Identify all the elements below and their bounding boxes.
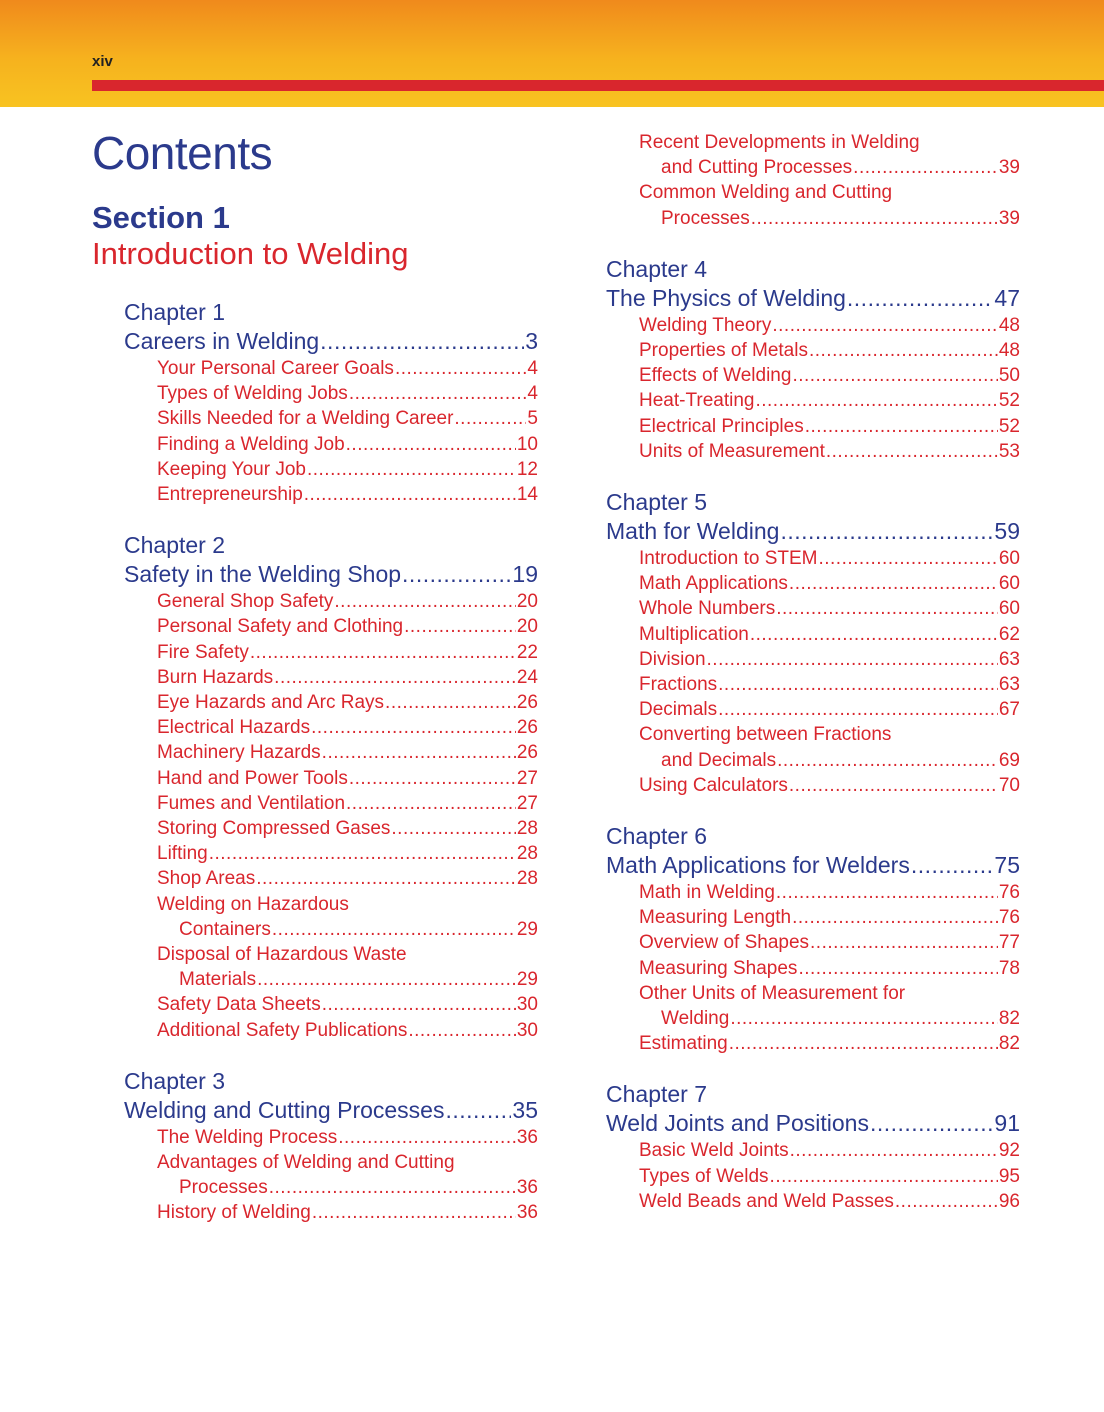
leader-dots [777, 748, 998, 773]
page-ref: 78 [998, 957, 1020, 979]
leader-dots [307, 457, 516, 482]
entry-label: Finding a Welding Job [157, 433, 345, 455]
leader-dots [870, 1109, 993, 1138]
chapter-label: Chapter 6 [606, 823, 708, 850]
leader-dots [789, 571, 998, 596]
entry-label: Entrepreneurship [157, 484, 303, 506]
entry-label: Whole Numbers [639, 598, 776, 620]
leader-dots [776, 880, 998, 905]
entry-label: Division [639, 648, 706, 670]
section-number: Section 1 [92, 200, 230, 235]
toc-entry[interactable] [639, 388, 1020, 413]
page-ref: 36 [516, 1126, 538, 1148]
toc-entry[interactable]: Advantages of Welding and Cutting [157, 1152, 455, 1174]
entry-label: Storing Compressed Gases [157, 818, 391, 840]
page-ref: 77 [998, 932, 1020, 954]
entry-label: Skills Needed for a Welding Career [157, 408, 454, 430]
entry-label: History of Welding [157, 1202, 311, 1224]
chapter-title[interactable] [124, 560, 538, 589]
page-ref: 53 [998, 440, 1020, 462]
entry-label: Machinery Hazards [157, 742, 321, 764]
entry-label: Decimals [639, 699, 718, 721]
chapter-block [124, 298, 538, 507]
leader-dots [445, 1096, 511, 1125]
chapter-label: Chapter 1 [124, 299, 226, 325]
page-ref: 52 [998, 415, 1020, 437]
toc-entry[interactable] [639, 439, 1020, 464]
page-ref: 50 [998, 365, 1020, 387]
leader-dots [847, 284, 994, 313]
entry-label: Welding and Cutting Processes [124, 1096, 445, 1123]
toc-entry[interactable] [639, 880, 1020, 905]
page-ref: 28 [516, 843, 538, 865]
leader-dots [334, 589, 515, 614]
entry-label: Types of Welding Jobs [157, 383, 348, 405]
leader-dots [257, 967, 516, 992]
chapter-label: Chapter 4 [606, 255, 708, 282]
toc-entry[interactable] [157, 1018, 538, 1043]
entry-label: Using Calculators [639, 774, 788, 796]
entry-label: Hand and Power Tools [157, 767, 348, 789]
chapter-block [606, 822, 1020, 1056]
page-ref: 22 [516, 641, 538, 663]
toc-entry[interactable] [639, 414, 1020, 439]
leader-dots [853, 155, 998, 180]
toc-entry[interactable] [157, 766, 538, 791]
chapter-block [606, 488, 1020, 798]
entry-label: Eye Hazards and Arc Rays [157, 692, 385, 714]
leader-dots [798, 956, 997, 981]
toc-entry[interactable] [157, 406, 538, 431]
chapter-title[interactable] [124, 1096, 538, 1125]
page-ref: 19 [512, 561, 538, 588]
entry-label: Properties of Metals [639, 340, 808, 362]
toc-entry[interactable] [157, 589, 538, 614]
chapter-title[interactable] [124, 327, 538, 356]
entry-label: Types of Welds [639, 1165, 769, 1187]
toc-entry-continued[interactable] [661, 206, 1020, 231]
leader-dots [391, 816, 515, 841]
leader-dots [792, 905, 998, 930]
entry-label: Shop Areas [157, 868, 256, 890]
entry-label: Safety in the Welding Shop [124, 561, 402, 588]
entry-label: Math Applications for Welders [606, 852, 910, 879]
page-ref: 52 [998, 390, 1020, 412]
leader-dots [320, 327, 524, 356]
leader-dots [454, 406, 526, 431]
page-ref: 91 [994, 1110, 1020, 1137]
page-ref: 60 [998, 548, 1020, 570]
leader-dots [810, 930, 998, 955]
entry-label: Materials [179, 969, 257, 991]
leader-dots [272, 917, 516, 942]
toc-entry-continued[interactable] [661, 748, 1020, 773]
page-ref: 29 [516, 969, 538, 991]
leader-dots [274, 665, 516, 690]
toc-entry[interactable] [157, 740, 538, 765]
toc-entry[interactable] [639, 1189, 1020, 1214]
entry-label: Electrical Principles [639, 415, 804, 437]
entry-label: Units of Measurement [639, 440, 825, 462]
header-rule [92, 80, 1104, 91]
leader-dots [707, 647, 998, 672]
toc-entry[interactable] [639, 905, 1020, 930]
entry-label: Measuring Shapes [639, 957, 798, 979]
leader-dots [338, 1125, 516, 1150]
leader-dots [772, 313, 997, 338]
toc-entry[interactable] [157, 992, 538, 1017]
entry-label: Math in Welding [639, 882, 775, 904]
leader-dots [911, 851, 994, 880]
leader-dots [322, 740, 516, 765]
leader-dots [805, 414, 998, 439]
entry-label: Effects of Welding [639, 365, 792, 387]
toc-entry[interactable] [639, 313, 1020, 338]
leader-dots [789, 773, 998, 798]
entry-label: Fractions [639, 674, 718, 696]
toc-entry[interactable] [639, 930, 1020, 955]
leader-dots [346, 791, 516, 816]
leader-dots [790, 1138, 998, 1163]
toc-entry[interactable]: Disposal of Hazardous Waste [157, 944, 407, 966]
page-ref: 26 [516, 692, 538, 714]
toc-entry[interactable] [157, 715, 538, 740]
leader-dots [385, 690, 516, 715]
leader-dots [895, 1189, 998, 1214]
page-ref: 96 [998, 1190, 1020, 1212]
toc-entry[interactable] [157, 665, 538, 690]
leader-dots [402, 560, 511, 589]
toc-entry[interactable]: Common Welding and Cutting [639, 182, 893, 204]
entry-label: Processes [179, 1177, 268, 1199]
leader-dots [404, 614, 516, 639]
page-ref: 30 [516, 994, 538, 1016]
toc-entry[interactable] [157, 1125, 538, 1150]
toc-entry[interactable] [157, 1200, 538, 1225]
toc-entry-continued[interactable] [179, 917, 538, 942]
entry-label: Welding [661, 1008, 730, 1030]
page-ref: 39 [998, 207, 1020, 229]
chapter-block [124, 531, 538, 1043]
leader-dots [792, 363, 997, 388]
entry-label: Estimating [639, 1033, 728, 1055]
leader-dots [770, 1164, 998, 1189]
entry-label: Personal Safety and Clothing [157, 616, 404, 638]
entry-label: Math for Welding [606, 518, 780, 545]
page-ref: 75 [994, 852, 1020, 879]
entry-label: Careers in Welding [124, 328, 320, 354]
page-ref: 27 [516, 792, 538, 814]
toc-entry[interactable] [639, 647, 1020, 672]
toc-entry[interactable] [157, 640, 538, 665]
page-ref: 3 [525, 328, 538, 354]
entry-label: Heat-Treating [639, 390, 755, 412]
toc-entry[interactable]: Other Units of Measurement for [639, 982, 906, 1004]
leader-dots [826, 439, 998, 464]
page-ref: 47 [994, 284, 1020, 311]
page-ref: 20 [516, 616, 538, 638]
entry-label: Introduction to STEM [639, 548, 818, 570]
entry-label: Multiplication [639, 623, 749, 645]
chapter-label: Chapter 5 [606, 489, 708, 516]
leader-dots [322, 992, 516, 1017]
entry-label: General Shop Safety [157, 591, 334, 613]
page-ref: 4 [527, 383, 538, 405]
page-ref: 92 [998, 1140, 1020, 1162]
toc-entry[interactable] [157, 841, 538, 866]
entry-label: Your Personal Career Goals [157, 358, 394, 379]
toc-entry[interactable] [639, 1164, 1020, 1189]
contents-title: Contents [92, 127, 273, 179]
chapter-label: Chapter 7 [606, 1081, 708, 1108]
leader-dots [304, 482, 516, 507]
page-ref: 63 [998, 674, 1020, 696]
entry-label: Weld Beads and Weld Passes [639, 1190, 894, 1212]
page-ref: 29 [516, 918, 538, 940]
toc-entry[interactable] [157, 791, 538, 816]
entry-label: Fumes and Ventilation [157, 792, 346, 814]
toc-entry[interactable] [639, 697, 1020, 722]
toc-entry[interactable] [639, 338, 1020, 363]
toc-entry[interactable] [157, 482, 538, 507]
page-ref: 5 [527, 408, 538, 430]
toc-entry[interactable] [639, 1031, 1020, 1056]
toc-entry[interactable] [157, 816, 538, 841]
chapter-label: Chapter 2 [124, 532, 226, 559]
leader-dots [780, 517, 993, 546]
chapter-title[interactable] [606, 284, 1020, 313]
page-ref: 67 [998, 699, 1020, 721]
page-ref: 35 [512, 1096, 538, 1123]
page-ref: 20 [516, 591, 538, 613]
leader-dots [250, 640, 516, 665]
entry-label: Math Applications [639, 573, 788, 595]
entry-label: The Physics of Welding [606, 284, 846, 311]
leader-dots [349, 766, 516, 791]
toc-entry-continued[interactable] [179, 1175, 538, 1200]
leader-dots [395, 356, 526, 381]
page-ref: 76 [998, 907, 1020, 929]
entry-label: Weld Joints and Positions [606, 1110, 869, 1137]
continued-entries [606, 130, 1020, 231]
toc-column-left [124, 298, 538, 1250]
leader-dots [809, 338, 998, 363]
page-ref: 48 [998, 340, 1020, 362]
entry-label: Measuring Length [639, 907, 792, 929]
toc-entry[interactable]: Welding on Hazardous [157, 893, 349, 915]
toc-entry[interactable] [157, 457, 538, 482]
toc-entry[interactable]: Converting between Fractions [639, 724, 892, 746]
toc-entry[interactable] [157, 614, 538, 639]
entry-label: Keeping Your Job [157, 458, 306, 480]
chapter-block [606, 1080, 1020, 1214]
page-ref: 48 [998, 314, 1020, 336]
leader-dots [730, 1006, 998, 1031]
entry-label: Containers [179, 918, 271, 940]
page-ref: 82 [998, 1008, 1020, 1030]
toc-entry[interactable] [639, 622, 1020, 647]
page-ref: 59 [994, 518, 1020, 545]
leader-dots [755, 388, 997, 413]
page-ref: 4 [527, 358, 538, 379]
page-ref: 14 [516, 484, 538, 506]
page-ref: 30 [516, 1019, 538, 1041]
leader-dots [776, 596, 998, 621]
toc-entry-continued[interactable] [661, 155, 1020, 180]
page-ref: 27 [516, 767, 538, 789]
entry-label: The Welding Process [157, 1126, 338, 1148]
leader-dots [818, 546, 997, 571]
toc-entry[interactable] [157, 866, 538, 891]
toc-entry[interactable] [639, 363, 1020, 388]
entry-label: Safety Data Sheets [157, 994, 321, 1016]
page-ref: 10 [516, 433, 538, 455]
page-ref: 82 [998, 1033, 1020, 1055]
entry-label: Overview of Shapes [639, 932, 810, 954]
leader-dots [729, 1031, 998, 1056]
page-ref: 70 [998, 774, 1020, 796]
page-ref: 24 [516, 666, 538, 688]
leader-dots [750, 622, 998, 647]
entry-label: and Decimals [661, 749, 777, 771]
toc-entry[interactable] [639, 672, 1020, 697]
leader-dots [346, 432, 516, 457]
page-ref: 60 [998, 598, 1020, 620]
toc-entry[interactable] [639, 956, 1020, 981]
toc-entry-continued[interactable] [661, 1006, 1020, 1031]
toc-entry[interactable] [157, 356, 538, 381]
leader-dots [269, 1175, 516, 1200]
page-ref: 26 [516, 742, 538, 764]
chapter-title[interactable] [606, 517, 1020, 546]
section-title: Introduction to Welding [92, 236, 409, 271]
entry-label: Fire Safety [157, 641, 249, 663]
page-ref: 69 [998, 749, 1020, 771]
leader-dots [256, 866, 516, 891]
leader-dots [311, 715, 516, 740]
page-ref: 12 [516, 458, 538, 480]
leader-dots [718, 672, 998, 697]
toc-entry[interactable] [157, 432, 538, 457]
entry-label: Lifting [157, 843, 208, 865]
chapter-block [606, 255, 1020, 464]
page-ref: 28 [516, 868, 538, 890]
leader-dots [312, 1200, 516, 1225]
leader-dots [751, 206, 998, 231]
leader-dots [209, 841, 516, 866]
chapter-title[interactable] [606, 1109, 1020, 1138]
leader-dots [718, 697, 998, 722]
toc-entry[interactable] [639, 1138, 1020, 1163]
entry-label: and Cutting Processes [661, 157, 853, 179]
chapter-title[interactable] [606, 851, 1020, 880]
page-ref: 63 [998, 648, 1020, 670]
entry-label: Basic Weld Joints [639, 1140, 789, 1162]
entry-label: Electrical Hazards [157, 717, 311, 739]
chapter-block [124, 1067, 538, 1226]
page-ref: 28 [516, 818, 538, 840]
page-ref: 36 [516, 1177, 538, 1199]
toc-entry[interactable] [639, 773, 1020, 798]
toc-entry[interactable] [157, 690, 538, 715]
toc-column-right [606, 130, 1020, 1238]
page-ref: 60 [998, 573, 1020, 595]
page-ref: 36 [516, 1202, 538, 1224]
toc-entry[interactable] [639, 596, 1020, 621]
entry-label: Welding Theory [639, 314, 772, 336]
toc-entry[interactable]: Recent Developments in Welding [639, 132, 920, 153]
entry-label: Additional Safety Publications [157, 1019, 408, 1041]
toc-entry[interactable] [157, 381, 538, 406]
page-ref: 95 [998, 1165, 1020, 1187]
chapter-label: Chapter 3 [124, 1067, 226, 1094]
toc-entry-continued[interactable] [179, 967, 538, 992]
page-number: xiv [92, 53, 113, 70]
entry-label: Burn Hazards [157, 666, 274, 688]
page-ref: 26 [516, 717, 538, 739]
toc-entry[interactable] [639, 571, 1020, 596]
page-ref: 62 [998, 623, 1020, 645]
leader-dots [408, 1018, 516, 1043]
entry-label: Processes [661, 207, 750, 229]
page-ref: 76 [998, 882, 1020, 904]
toc-entry[interactable] [639, 546, 1020, 571]
leader-dots [349, 381, 527, 406]
page-ref: 39 [998, 157, 1020, 179]
